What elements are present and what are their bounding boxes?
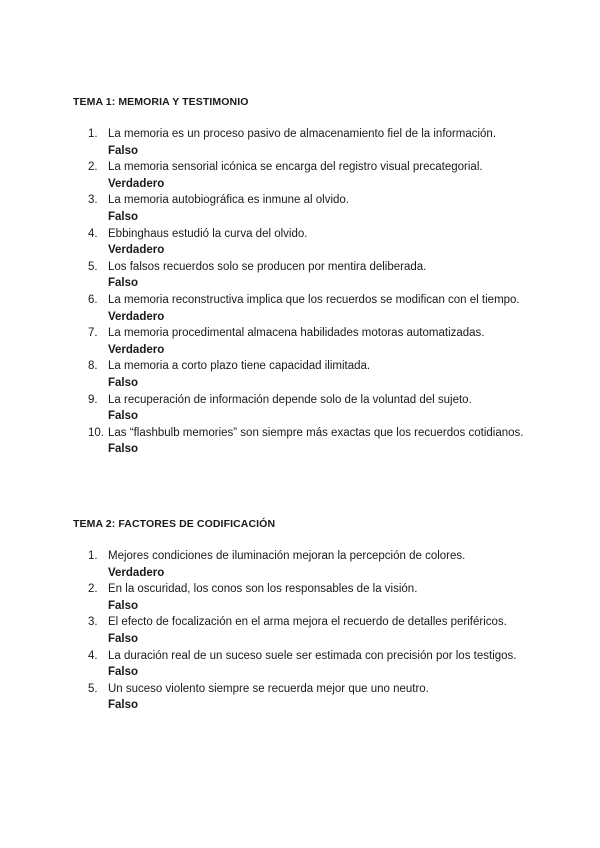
- question-text: Las “flashbulb memories” son siempre más exactas que los recuerdos cotidianos.: [108, 426, 524, 439]
- question-answer: Falso: [108, 632, 139, 645]
- question-item: [88, 259, 528, 292]
- question-item: [88, 358, 528, 391]
- question-answer: Falso: [108, 210, 139, 223]
- question-number: 7.: [88, 327, 98, 340]
- question-item: [88, 159, 528, 192]
- question-item: [88, 425, 528, 458]
- question-item: [88, 681, 528, 714]
- question-text: En la oscuridad, los conos son los responsables de la visión.: [108, 583, 418, 596]
- question-number: 3.: [88, 194, 98, 207]
- question-text: Los falsos recuerdos solo se producen por mentira deliberada.: [108, 260, 427, 273]
- question-number: 5.: [88, 682, 98, 695]
- question-answer: Verdadero: [108, 177, 165, 190]
- question-number: 2.: [88, 161, 98, 174]
- question-item: [88, 325, 528, 358]
- question-text: Ebbinghaus estudió la curva del olvido.: [108, 227, 308, 240]
- question-list-tema-2: [88, 548, 528, 714]
- question-answer: Verdadero: [108, 343, 165, 356]
- question-answer: Verdadero: [108, 566, 165, 579]
- question-item: [88, 614, 528, 647]
- question-number: 10.: [88, 426, 104, 439]
- question-number: 3.: [88, 616, 98, 629]
- question-item: [88, 292, 528, 325]
- question-number: 6.: [88, 293, 98, 306]
- question-number: 4.: [88, 649, 98, 662]
- question-number: 2.: [88, 583, 98, 596]
- question-number: 4.: [88, 227, 98, 240]
- question-number: 9.: [88, 393, 98, 406]
- question-item: [88, 226, 528, 259]
- question-number: 1.: [88, 550, 98, 562]
- question-item: [88, 548, 528, 581]
- question-item: [88, 581, 528, 614]
- question-item: [88, 192, 528, 225]
- question-list-tema-1: [88, 126, 528, 458]
- question-answer: Verdadero: [108, 244, 165, 257]
- question-text: El efecto de focalización en el arma mejora el recuerdo de detalles periféricos.: [108, 616, 507, 629]
- question-answer: Falso: [108, 144, 139, 157]
- question-text: La memoria autobiográfica es inmune al olvido.: [108, 194, 349, 207]
- question-number: 8.: [88, 360, 98, 373]
- question-text: Mejores condiciones de iluminación mejoran la percepción de colores.: [108, 550, 466, 562]
- question-number: 5.: [88, 260, 98, 273]
- question-text: La memoria procedimental almacena habilidades motoras automatizadas.: [108, 327, 485, 340]
- question-text: La memoria a corto plazo tiene capacidad ilimitada.: [108, 360, 371, 373]
- question-answer: Falso: [108, 699, 139, 712]
- question-answer: Verdadero: [108, 310, 165, 323]
- question-answer: Falso: [108, 376, 139, 389]
- question-text: La memoria es un proceso pasivo de almacenamiento fiel de la información.: [108, 128, 497, 140]
- section-title-tema-1: TEMA 1: MEMORIA Y TESTIMONIO: [73, 96, 249, 108]
- question-answer: Falso: [108, 410, 139, 423]
- question-text: La duración real de un suceso suele ser estimada con precisión por los testigos.: [108, 649, 517, 662]
- question-text: Un suceso violento siempre se recuerda mejor que uno neutro.: [108, 682, 429, 695]
- question-item: [88, 126, 528, 159]
- question-text: La memoria reconstructiva implica que los recuerdos se modifican con el tiempo.: [108, 293, 520, 306]
- question-item: [88, 392, 528, 425]
- question-answer: Falso: [108, 599, 139, 612]
- question-answer: Falso: [108, 666, 139, 679]
- section-title-tema-2: TEMA 2: FACTORES DE CODIFICACIÓN: [73, 518, 276, 530]
- question-number: 1.: [88, 128, 98, 140]
- question-text: La recuperación de información depende solo de la voluntad del sujeto.: [108, 393, 472, 406]
- question-answer: Falso: [108, 443, 139, 456]
- question-text: La memoria sensorial icónica se encarga del registro visual precategorial.: [108, 161, 483, 174]
- question-answer: Falso: [108, 277, 139, 290]
- question-item: [88, 648, 528, 681]
